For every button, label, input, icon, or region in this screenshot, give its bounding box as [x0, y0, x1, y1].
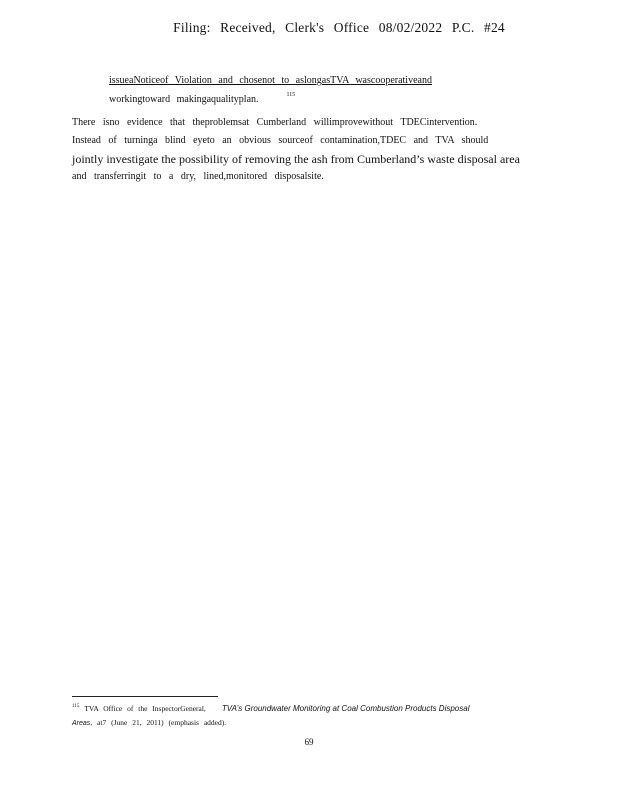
footnote-line-1	[72, 700, 542, 716]
quote-line-2	[109, 88, 489, 107]
page-number: 69	[304, 737, 314, 747]
footnote-citation-end: , at7 (June 21, 2011) (emphasis added).	[90, 718, 227, 727]
block-quote	[109, 74, 489, 107]
footnote	[72, 700, 542, 731]
body-line-2: Instead of turninga blind eyeto an obvious sourceof contamination,TDEC and TVA should	[72, 135, 489, 146]
quote-line-1: issueaNoticeof Violation and chosenot to aslongasTVA wascooperativeand	[109, 75, 432, 86]
body-line-3: jointly investigate the possibility of removing the ash from Cumberland’s waste disposal area	[72, 152, 520, 166]
footnote-number: 115	[72, 704, 80, 709]
body-line-4: and transferringit to a dry, lined,monitored disposalsite.	[72, 171, 324, 182]
filing-header: Filing: Received, Clerk's Office 08/02/2022 P.C. #24	[173, 20, 505, 35]
footnote-report-title-end: Areas	[72, 720, 91, 727]
quote-line-2-text: workingtoward makingaqualityplan.	[109, 94, 259, 105]
footnote-citation-start: TVA Office of the InspectorGeneral,	[84, 704, 206, 713]
body-line-1: There isno evidence that theproblemsat Cumberland willimprovewithout TDECintervention.	[72, 117, 478, 128]
footnote-report-title: TVA’s Groundwater Monitoring at Coal Combustion Products Disposal	[221, 704, 470, 713]
footnote-line-2	[72, 716, 542, 731]
footnote-reference[interactable]: 115	[286, 92, 296, 98]
body-paragraph	[72, 114, 532, 186]
footnote-divider	[72, 696, 218, 697]
